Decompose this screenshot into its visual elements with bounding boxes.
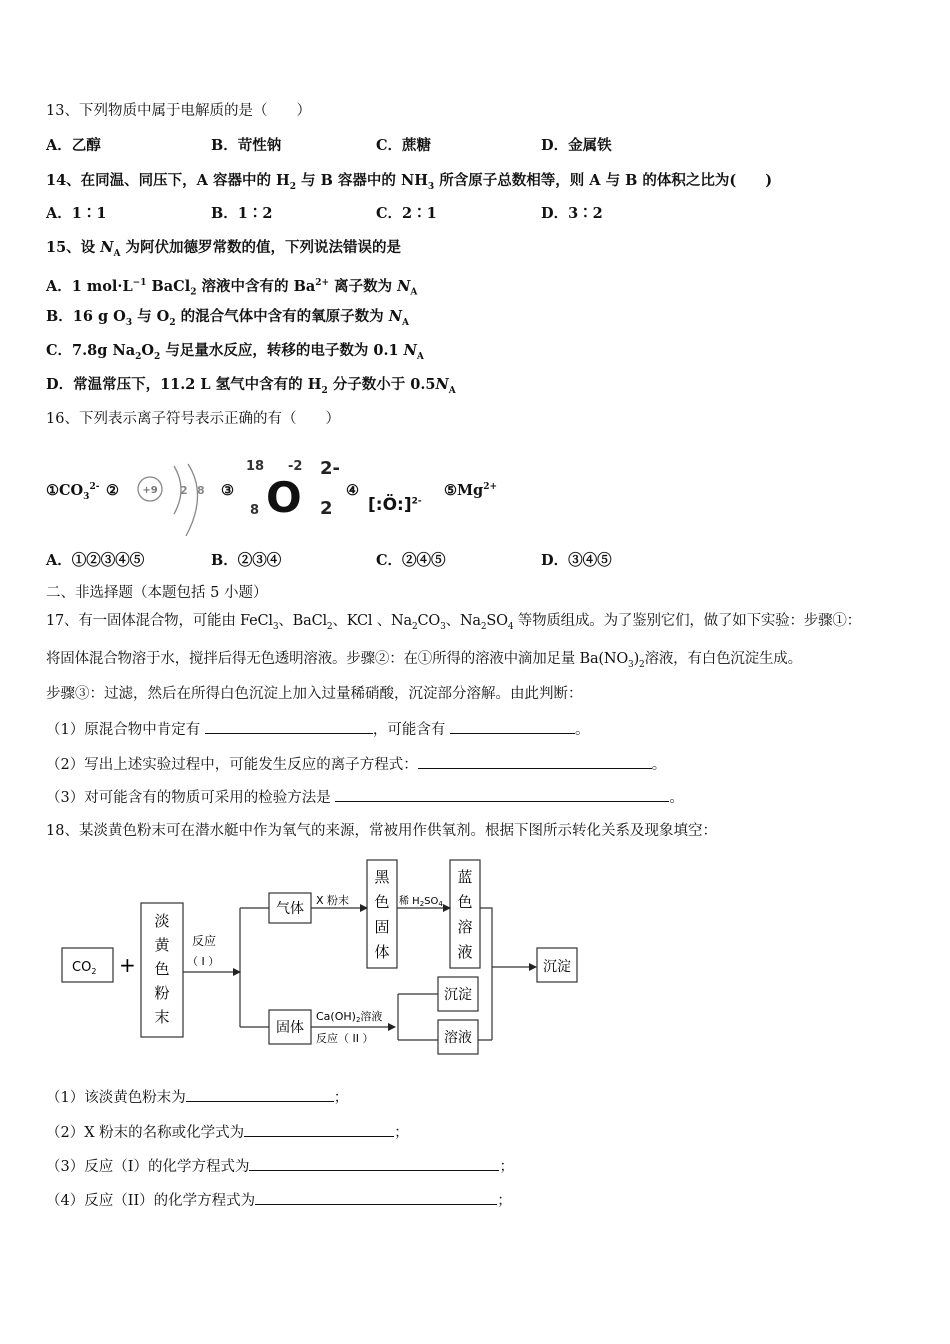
- q14-option-b[interactable]: B．1∶2: [211, 205, 273, 222]
- text-segment: A．1 mol·L: [46, 277, 133, 295]
- text-segment: 溶液中含有的 Ba: [196, 277, 316, 295]
- q18-p2-label: （2）X 粉末的名称或化学式为: [46, 1125, 245, 1141]
- answer-blank[interactable]: [244, 1122, 394, 1137]
- oxygen-isotope-notation: [242, 454, 352, 524]
- answer-blank[interactable]: [205, 719, 373, 734]
- text-segment: 2: [411, 621, 418, 632]
- q18-part-1: [46, 1087, 348, 1108]
- svg-text:蓝: 蓝: [457, 868, 473, 886]
- co3-text: ①CO: [46, 482, 84, 499]
- text-segment: 为阿伏加德罗常数的值，下列说法错误的是: [120, 239, 402, 256]
- text-segment: 、BaCl: [278, 613, 327, 629]
- text-segment: 2: [480, 621, 487, 632]
- q15-option-c[interactable]: [46, 341, 424, 367]
- q17-p3-end: 。: [669, 790, 684, 806]
- shell-2-electrons: 8: [197, 484, 205, 497]
- x-powder-label: X 粉末: [316, 894, 350, 907]
- co2-box: $CO_2$: [72, 960, 97, 976]
- text-segment: 2: [190, 287, 197, 298]
- q14-options: [46, 204, 706, 224]
- text-segment: N: [403, 342, 417, 359]
- q18-p4-label: （4）反应（II）的化学方程式为: [46, 1193, 256, 1209]
- text-segment: A: [113, 248, 121, 259]
- answer-blank[interactable]: [186, 1087, 334, 1102]
- svg-text:液: 液: [457, 943, 473, 961]
- text-segment: 2+: [315, 278, 330, 288]
- q17-part-1: [46, 719, 589, 740]
- dilute-h2so4-label: 稀 $H_2SO_4$: [399, 896, 443, 908]
- answer-blank[interactable]: [255, 1190, 497, 1205]
- atomic-number: 8: [250, 503, 260, 518]
- q17-p1-end: 。: [574, 722, 590, 738]
- reaction-1-number: （ I ）: [187, 955, 220, 968]
- solid-box: 固体: [276, 1020, 304, 1036]
- q14-option-a[interactable]: A．1∶1: [46, 205, 107, 222]
- blue-solution-box: [457, 868, 472, 961]
- caoh2-label: Ca(OH)2溶液: [316, 1010, 383, 1024]
- q16-stem: 16、下列表示离子符号表示正确的有（ ）: [46, 411, 340, 427]
- text-segment: 2: [154, 351, 161, 362]
- text-segment: 3: [427, 181, 435, 192]
- q16-options: [46, 551, 706, 571]
- symbol-2-label: ②: [106, 482, 119, 499]
- co3-sup: 2-: [89, 482, 100, 493]
- mg-text: ⑤Mg: [444, 482, 484, 499]
- text-segment: 、Na: [445, 613, 481, 629]
- answer-blank[interactable]: [335, 787, 669, 802]
- q18-part-4: [46, 1190, 512, 1211]
- q17-p3-label: （3）对可能含有的物质可采用的检验方法是: [46, 790, 336, 806]
- q17-p2-label: （2）写出上述实验过程中，可能发生反应的离子方程式：: [46, 757, 418, 773]
- text-segment: N: [397, 277, 411, 295]
- text-segment: 3: [440, 621, 446, 632]
- nucleus-charge: +9: [142, 485, 158, 496]
- q18-part-3: [46, 1156, 514, 1177]
- q16-option-c[interactable]: C．②④⑤: [376, 552, 446, 569]
- gas-box: 气体: [276, 901, 304, 917]
- svg-text:末: 末: [154, 1008, 170, 1026]
- q17-line-3: 步骤③：过滤，然后在所得白色沉淀上加入过量稀硝酸，沉淀部分溶解。由此判断：: [46, 686, 583, 702]
- q17-part-3: [46, 787, 684, 808]
- q13-options: [46, 136, 706, 156]
- precipitate-box: 沉淀: [444, 987, 472, 1003]
- text-segment: A: [401, 317, 409, 328]
- svg-text:色: 色: [154, 960, 170, 978]
- mass-number: 18: [246, 459, 265, 474]
- text-segment: ): [633, 651, 640, 667]
- text-segment: A: [448, 385, 456, 396]
- text-segment: 2: [169, 317, 176, 328]
- text-segment: 2: [289, 181, 296, 192]
- text-segment: C．7.8g Na: [46, 342, 136, 359]
- text-segment: A: [416, 351, 424, 362]
- q14-option-d[interactable]: D．3∶2: [541, 205, 603, 222]
- text-segment: −1: [132, 278, 147, 288]
- text-segment: 3: [272, 621, 279, 632]
- q17-line-1: [46, 611, 861, 637]
- q16-option-d[interactable]: D．③④⑤: [541, 552, 612, 569]
- answer-blank[interactable]: [249, 1156, 499, 1171]
- atom-structure-diagram: [132, 462, 218, 542]
- text-segment: 溶液，有白色沉淀生成。: [644, 651, 802, 667]
- q18-p4-end: ；: [497, 1193, 512, 1209]
- svg-text:色: 色: [374, 893, 390, 911]
- q18-stem: 18、某淡黄色粉末可在潜水艇中作为氧气的来源，常被用作供氧剂。根据下图所示转化关系及现象填空：: [46, 823, 717, 839]
- text-segment: 15、设: [46, 239, 101, 256]
- symbol-5: [444, 482, 497, 499]
- q17-line-2: [46, 649, 802, 675]
- text-segment: 离子数为: [329, 277, 398, 295]
- text-segment: N: [435, 376, 449, 393]
- lewis-oxide-ion: [368, 495, 422, 515]
- answer-blank[interactable]: [418, 754, 652, 769]
- q18-p1-label: （1）该淡黄色粉末为: [46, 1090, 186, 1106]
- q13-option-d[interactable]: D．金属铁: [541, 137, 612, 154]
- svg-text:体: 体: [374, 943, 390, 961]
- text-segment: A: [410, 287, 418, 298]
- text-segment: 3: [125, 317, 133, 328]
- svg-text:溶: 溶: [457, 918, 473, 936]
- mg-charge: 2+: [483, 482, 498, 493]
- yellow-powder-box: [154, 912, 170, 1026]
- svg-text:粉: 粉: [154, 984, 170, 1002]
- reaction-2-label: 反应（ II ）: [316, 1032, 374, 1045]
- q18-p3-end: ；: [499, 1159, 514, 1175]
- text-segment: 4: [507, 621, 514, 632]
- q13-option-a[interactable]: A．乙醇: [46, 137, 101, 154]
- final-precipitate-box: 沉淀: [543, 959, 571, 975]
- text-segment: SO: [486, 613, 508, 629]
- oxygen-symbol: O: [266, 473, 302, 522]
- q18-p3-label: （3）反应（I）的化学方程式为: [46, 1159, 250, 1175]
- text-segment: 等物质组成。为了鉴别它们，做了如下实验：步骤①：: [513, 613, 861, 629]
- text-segment: 2: [321, 385, 328, 396]
- svg-text:淡: 淡: [154, 912, 170, 930]
- shell-1-electrons: 2: [180, 484, 188, 497]
- text-segment: 、KCl 、Na: [332, 613, 412, 629]
- text-segment: N: [388, 308, 402, 325]
- text-segment: 与足量水反应，转移的电子数为 0.1: [160, 342, 404, 359]
- q16-option-b[interactable]: B．②③④: [211, 552, 282, 569]
- text-segment: 与 B 容器中的 NH: [296, 172, 428, 189]
- text-segment: 14、在同温、同压下，A 容器中的 H: [46, 172, 290, 189]
- solution-box: 溶液: [444, 1030, 472, 1046]
- q14-stem: [46, 171, 772, 197]
- svg-text:黄: 黄: [154, 936, 170, 954]
- text-segment: 17、有一固体混合物，可能由 FeCl: [46, 613, 273, 629]
- text-segment: CO: [417, 613, 441, 629]
- svg-text:固: 固: [374, 918, 390, 936]
- text-segment: 的混合气体中含有的氧原子数为: [175, 308, 389, 325]
- co3-sub: 3: [83, 491, 90, 502]
- text-segment: 2: [639, 659, 645, 670]
- q17-p1-mid: ，可能含有: [372, 722, 450, 738]
- svg-text:黑: 黑: [374, 868, 390, 886]
- section-heading: 二、非选择题（本题包括 5 小题）: [46, 585, 268, 601]
- q17-p2-end: 。: [651, 757, 667, 773]
- symbol-1: [46, 482, 99, 502]
- subscript-2: 2: [320, 498, 333, 519]
- q17-part-2: [46, 754, 666, 775]
- symbol-4-label: ④: [346, 482, 359, 499]
- lewis-structure: [:Ö:]: [368, 495, 412, 515]
- text-segment: 2: [135, 351, 142, 362]
- svg-text:色: 色: [457, 893, 473, 911]
- q17-p1-label: （1）原混合物中肯定有: [46, 722, 205, 738]
- q13-stem: 13、下列物质中属于电解质的是（ ）: [46, 103, 311, 119]
- text-segment: N: [100, 239, 114, 256]
- q14-option-c[interactable]: C．2∶1: [376, 205, 437, 222]
- text-segment: BaCl: [146, 277, 191, 295]
- text-segment: D．常温常压下，11.2 L 氢气中含有的 H: [46, 376, 322, 393]
- text-segment: 将固体混合物溶于水，搅拌后得无色透明溶液。步骤②：在①所得的溶液中滴加足量 Ba(NO: [46, 651, 629, 667]
- text-segment: 3: [628, 659, 634, 670]
- text-segment: O: [141, 342, 155, 359]
- black-solid-box: [374, 868, 390, 961]
- symbol-3-label: ③: [221, 482, 234, 499]
- q16-option-a[interactable]: A．①②③④⑤: [46, 552, 145, 569]
- text-segment: B．16 g O: [46, 308, 126, 325]
- q13-option-c[interactable]: C．蔗糖: [376, 137, 432, 154]
- answer-blank[interactable]: [450, 719, 575, 734]
- reaction-1-label: 反应: [192, 934, 217, 948]
- q15-option-d[interactable]: [46, 375, 456, 401]
- lewis-charge: 2-: [411, 496, 422, 507]
- q18-part-2: [46, 1122, 409, 1143]
- q15-option-a[interactable]: [46, 273, 417, 303]
- q15-stem: [46, 238, 401, 264]
- text-segment: 分子数小于 0.5: [327, 376, 436, 393]
- q18-p1-end: ；: [333, 1090, 349, 1106]
- q15-option-b[interactable]: [46, 307, 409, 333]
- text-segment: 所含原子总数相等，则 A 与 B 的体积之比为( ): [434, 172, 773, 189]
- ion-charge: 2-: [320, 458, 340, 479]
- conversion-flow-diagram: [50, 850, 590, 1060]
- valence: -2: [288, 459, 303, 474]
- plus-sign: +: [119, 953, 136, 977]
- text-segment: 2: [326, 621, 333, 632]
- text-segment: 与 O: [132, 308, 170, 325]
- q18-p2-end: ；: [394, 1125, 409, 1141]
- q13-option-b[interactable]: B．苛性钠: [211, 137, 282, 154]
